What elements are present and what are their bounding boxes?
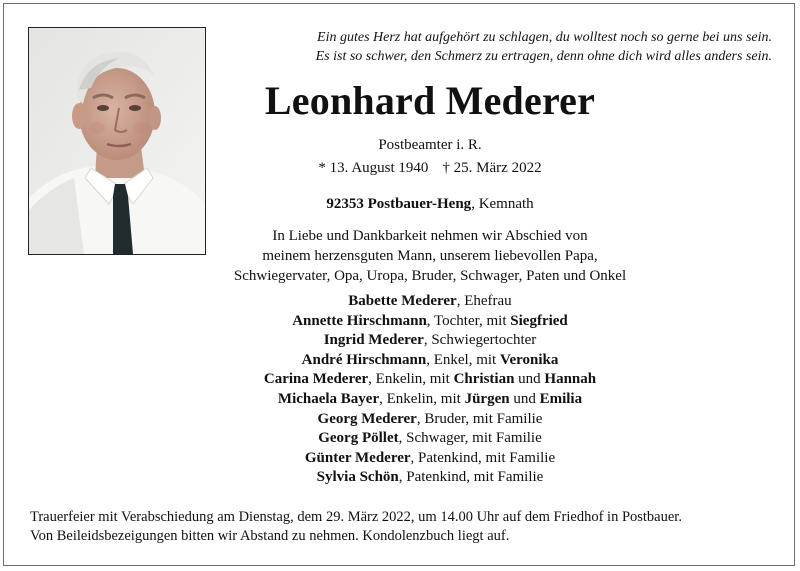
mourner-row bbox=[170, 351, 690, 371]
mourner-conjunction: und bbox=[509, 390, 540, 407]
farewell-line: In Liebe und Dankbarkeit nehmen wir Abschied von bbox=[272, 228, 588, 244]
mourner-name: Ingrid Mederer bbox=[323, 332, 424, 349]
mourner-conjunction: und bbox=[514, 371, 545, 388]
mourner-relation: , Enkel, mit bbox=[426, 351, 500, 368]
funeral-notice bbox=[30, 508, 780, 546]
funeral-info-line: Trauerfeier mit Verabschiedung am Dienstag, dem 29. März 2022, um 14.00 Uhr auf dem Friedhof in Postbauer. bbox=[30, 509, 682, 525]
mourner-row bbox=[170, 292, 690, 312]
residence bbox=[170, 195, 690, 214]
mourner-relation: , Schwiegertochter bbox=[423, 332, 537, 349]
mourner-name: Carina Mederer bbox=[263, 371, 369, 388]
mourner-partner: Christian bbox=[453, 371, 515, 388]
mourner-row bbox=[170, 331, 690, 351]
mourner-partner: Emilia bbox=[539, 390, 583, 407]
mourner-row bbox=[170, 468, 690, 488]
mourner-row bbox=[170, 449, 690, 469]
mourner-relation: , Enkelin, mit bbox=[368, 371, 454, 388]
profession: Postbeamter i. R. bbox=[378, 137, 482, 153]
mourner-relation: , Tochter, mit bbox=[426, 312, 511, 329]
mourner-relation: , Schwager, mit Familie bbox=[398, 430, 542, 447]
mourner-partner: Siegfried bbox=[510, 312, 568, 329]
life-dates bbox=[170, 159, 690, 178]
farewell-line: meinem herzensguten Mann, unserem liebevollen Papa, bbox=[262, 248, 598, 264]
mourner-name: André Hirschmann bbox=[301, 351, 427, 368]
mourner-relation: , Ehefrau bbox=[456, 293, 512, 309]
memorial-quote bbox=[212, 28, 772, 66]
mourner-name: Günter Mederer bbox=[304, 449, 411, 466]
postal-town: 92353 Postbauer-Heng bbox=[326, 196, 472, 212]
mourner-relation: , Patenkind, mit Familie bbox=[398, 469, 544, 486]
mourner-name: Georg Pöllet bbox=[318, 430, 399, 447]
mourner-row bbox=[170, 370, 690, 390]
farewell-line: Schwiegervater, Opa, Uropa, Bruder, Schwager, Paten und Onkel bbox=[233, 268, 627, 284]
district: , Kemnath bbox=[471, 196, 534, 212]
birth-date: * 13. August 1940 bbox=[318, 160, 429, 176]
mourner-name: Michaela Bayer bbox=[277, 390, 380, 407]
mourner-partner: Hannah bbox=[544, 371, 597, 388]
condolence-info-line: Von Beileidsbezeigungen bitten wir Abstand zu nehmen. Kondolenzbuch liegt auf. bbox=[30, 528, 510, 544]
mourner-partner: Jürgen bbox=[464, 390, 510, 407]
mourner-name: Sylvia Schön bbox=[316, 469, 399, 486]
farewell-text bbox=[170, 226, 690, 286]
mourner-row bbox=[170, 429, 690, 449]
mourner-name: Annette Hirschmann bbox=[292, 312, 427, 329]
mourners-list bbox=[170, 292, 690, 488]
mourner-name: Georg Mederer bbox=[317, 410, 417, 427]
mourner-partner: Veronika bbox=[499, 351, 559, 368]
deceased-name: Leonhard Mederer bbox=[264, 78, 596, 123]
mourner-relation: , Patenkind, mit Familie bbox=[410, 449, 556, 466]
mourner-row bbox=[170, 410, 690, 430]
mourner-name: Babette Mederer bbox=[348, 293, 457, 309]
mourner-relation: , Bruder, mit Familie bbox=[416, 410, 543, 427]
death-date: † 25. März 2022 bbox=[442, 160, 542, 176]
quote-line: Es ist so schwer, den Schmerz zu ertragen, denn ohne dich wird alles anders sein. bbox=[315, 49, 772, 64]
mourner-relation: , Enkelin, mit bbox=[379, 390, 465, 407]
mourner-row bbox=[170, 312, 690, 332]
quote-line: Ein gutes Herz hat aufgehört zu schlagen, du wolltest noch so gerne bei uns sein. bbox=[317, 30, 772, 45]
mourner-row bbox=[170, 390, 690, 410]
